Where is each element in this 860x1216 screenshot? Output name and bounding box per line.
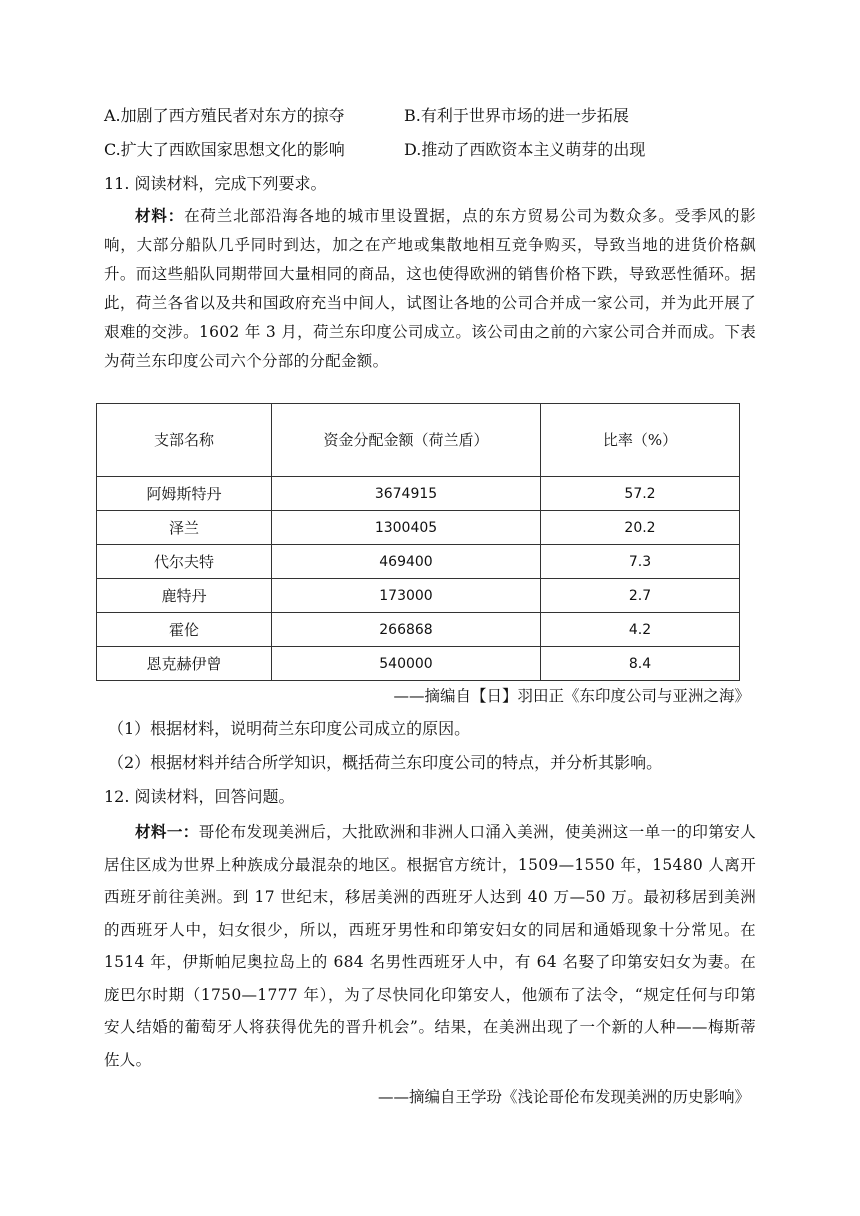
options-row-cd (104, 138, 645, 162)
table-row (97, 545, 740, 579)
option-d: D.推动了西欧资本主义萌芽的出现 (404, 140, 646, 159)
option-b: B.有利于世界市场的进一步拓展 (404, 106, 629, 125)
table-row (97, 579, 740, 613)
material-one-text: 哥伦布发现美洲后，大批欧洲和非洲人口涌入美洲，使美洲这一单一的印第安人居住区成为世界上种族成分最混杂的地区。根据官方统计，1509—1550 年，15480 人离开西班牙前往美洲。到 17 世纪末，移居美洲的西班牙人达到 40 万—50 万。最初移居到美洲的西班牙人中，妇女很少，所以，西班牙男性和印第安妇女的同居和通婚现象十分常见。在 1514 年，伊斯帕尼奥拉岛上的 684 名男性西班牙人中，有 64 名娶了印第安妇女为妻。在庞巴尔时期（1750—1777 年），为了尽快同化印第安人，他颁布了法令，“规定任何与印第安人结婚的葡萄牙人将获得优先的晋升机会”。结果，在美洲出现了一个新的人种——梅斯蒂佐人。 (104, 823, 756, 1069)
option-c: C.扩大了西欧国家思想文化的影响 (104, 140, 345, 159)
table-header-ratio: 比率（%） (541, 404, 740, 477)
table-cell-ratio: 57.2 (541, 477, 740, 511)
table-cell-ratio: 8.4 (541, 647, 740, 681)
table-cell-ratio: 20.2 (541, 511, 740, 545)
material-label: 材料： (135, 206, 185, 225)
table-cell-amount: 266868 (272, 613, 541, 647)
table-cell-branch: 阿姆斯特丹 (97, 477, 272, 511)
table-header-amount: 资金分配金额（荷兰盾） (272, 404, 541, 477)
table-cell-branch: 霍伦 (97, 613, 272, 647)
table-cell-branch: 代尔夫特 (97, 545, 272, 579)
question-11-material (104, 201, 756, 376)
question-11-title: 11. 阅读材料，完成下列要求。 (104, 174, 327, 193)
table-row (97, 477, 740, 511)
question-11-sub-1: （1）根据材料，说明荷兰东印度公司成立的原因。 (108, 719, 471, 738)
table-cell-ratio: 2.7 (541, 579, 740, 613)
table-cell-branch: 鹿特丹 (97, 579, 272, 613)
question-11-source: ——摘编自【日】羽田正《东印度公司与亚洲之海》 (393, 687, 750, 705)
table-cell-branch: 泽兰 (97, 511, 272, 545)
table-row (97, 511, 740, 545)
table-cell-amount: 540000 (272, 647, 541, 681)
question-11-sub-2: （2）根据材料并结合所学知识，概括荷兰东印度公司的特点，并分析其影响。 (108, 753, 663, 772)
question-12-title: 12. 阅读材料，回答问题。 (104, 787, 295, 806)
table-cell-amount: 3674915 (272, 477, 541, 511)
question-12-material (104, 816, 756, 1076)
allocation-table (96, 403, 740, 681)
material-text: 在荷兰北部沿海各地的城市里设置据，点的东方贸易公司为数众多。受季风的影响，大部分船队几乎同时到达，加之在产地或集散地相互竞争购买，导致当地的进货价格飙升。而这些船队同期带回大量相同的商品，这也使得欧洲的销售价格下跌，导致恶性循环。据此，荷兰各省以及共和国政府充当中间人，试图让各地的公司合并成一家公司，并为此开展了艰难的交涉。1602 年 3 月，荷兰东印度公司成立。该公司由之前的六家公司合并而成。下表为荷兰东印度公司六个分部的分配金额。 (104, 207, 756, 370)
material-one-label: 材料一： (135, 822, 199, 841)
table-cell-amount: 1300405 (272, 511, 541, 545)
table-row (97, 647, 740, 681)
option-a: A.加剧了西方殖民者对东方的掠夺 (104, 106, 345, 125)
table-header-branch: 支部名称 (97, 404, 272, 477)
table-cell-amount: 173000 (272, 579, 541, 613)
table-cell-amount: 469400 (272, 545, 541, 579)
question-12-source: ——摘编自王学玢《浅论哥伦布发现美洲的历史影响》 (377, 1088, 750, 1106)
table-header-row (97, 404, 740, 477)
options-row-ab (104, 104, 629, 128)
table-cell-branch: 恩克赫伊曾 (97, 647, 272, 681)
table-cell-ratio: 7.3 (541, 545, 740, 579)
table-cell-ratio: 4.2 (541, 613, 740, 647)
table-row (97, 613, 740, 647)
